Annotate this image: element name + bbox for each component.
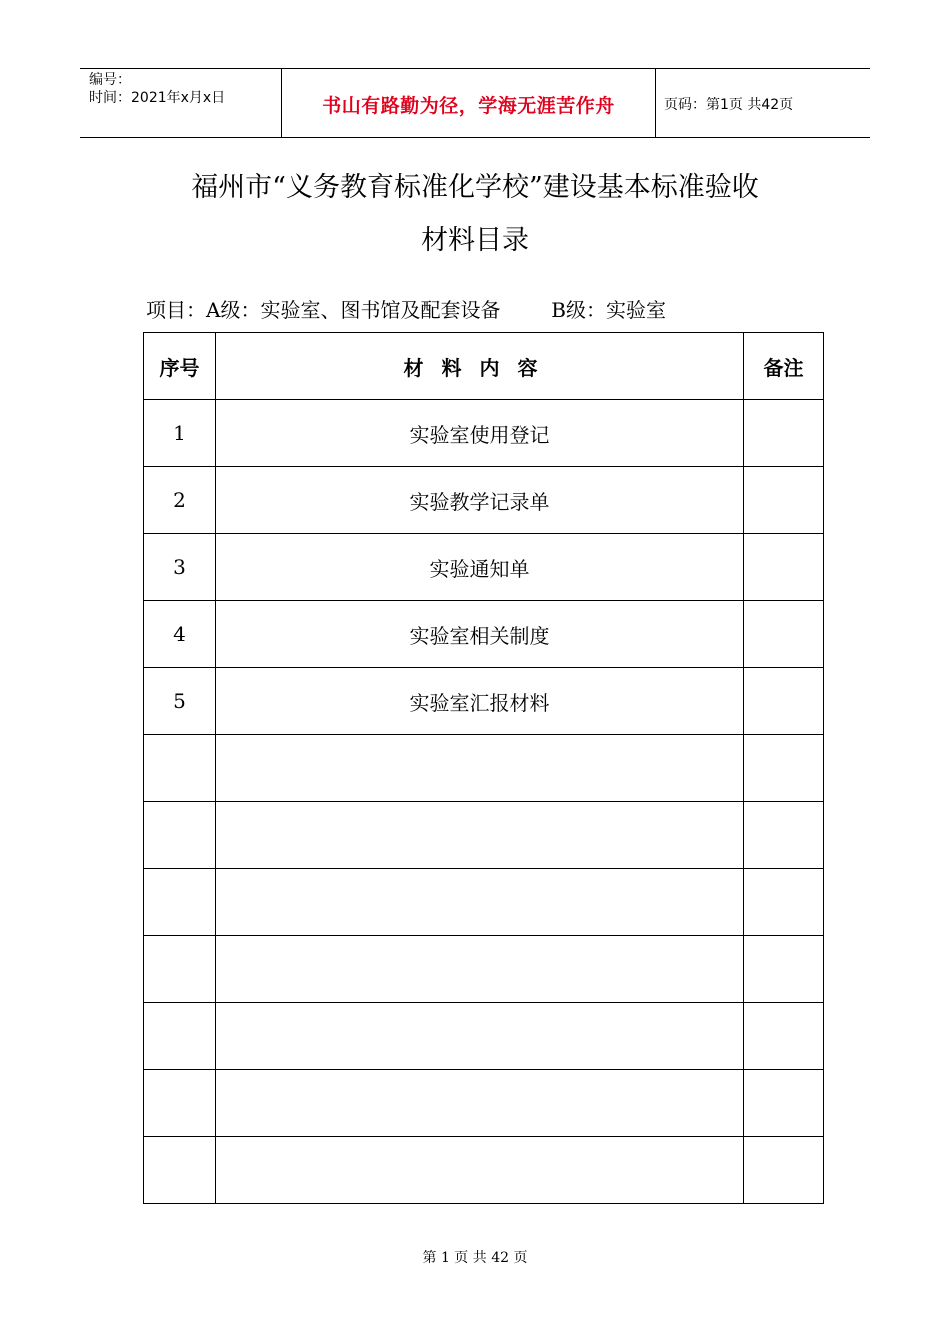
page-footer: 第 1 页 共 42 页 [422,1250,528,1266]
row-content [216,802,744,869]
row-note [744,735,824,802]
row-content [216,1137,744,1204]
row-content: 实验室使用登记 [216,400,744,467]
row-note [744,534,824,601]
row-note [744,467,824,534]
header-divider [655,69,656,137]
row-number: 1 [144,400,216,467]
table-row [144,1070,824,1137]
header-page-label: 页码：第1页 共42页 [664,97,794,113]
row-number: 4 [144,601,216,668]
number-label: 编号： [89,72,131,88]
row-note [744,1137,824,1204]
header-motto: 书山有路勤为径，学海无涯苦作舟 [322,95,615,117]
row-note [744,400,824,467]
header-meta [89,71,225,107]
row-content [216,735,744,802]
table-row [144,1137,824,1204]
document-subtitle: 材料目录 [421,225,529,256]
table-row [144,1003,824,1070]
row-note [744,936,824,1003]
row-number [144,1137,216,1204]
row-note [744,601,824,668]
row-number [144,735,216,802]
row-number [144,1003,216,1070]
row-note [744,1070,824,1137]
table-row [144,802,824,869]
page-header [80,68,870,138]
column-header-note: 备注 [744,333,824,400]
table-row [144,467,824,534]
row-number [144,869,216,936]
table-row [144,936,824,1003]
column-header-number: 序号 [144,333,216,400]
project-line: 项目：A级：实验室、图书馆及配套设备 B级：实验室 [146,298,666,322]
row-note [744,1003,824,1070]
row-number: 3 [144,534,216,601]
document-title: 福州市“义务教育标准化学校”建设基本标准验收 [191,172,759,203]
row-content: 实验室相关制度 [216,601,744,668]
row-number [144,802,216,869]
row-note [744,668,824,735]
row-content: 实验教学记录单 [216,467,744,534]
table-row [144,735,824,802]
materials-table [143,332,824,1204]
table-header-row [144,333,824,400]
table-row [144,400,824,467]
column-header-content: 材料内容 [216,333,744,400]
row-note [744,869,824,936]
table-row [144,534,824,601]
row-number: 2 [144,467,216,534]
row-content [216,1070,744,1137]
row-number [144,1070,216,1137]
row-content [216,936,744,1003]
table-row [144,869,824,936]
row-number [144,936,216,1003]
table-row [144,601,824,668]
row-number: 5 [144,668,216,735]
row-content [216,1003,744,1070]
row-content: 实验通知单 [216,534,744,601]
row-note [744,802,824,869]
row-content: 实验室汇报材料 [216,668,744,735]
time-label: 时间：2021年x月x日 [89,90,226,106]
row-content [216,869,744,936]
table-row [144,668,824,735]
